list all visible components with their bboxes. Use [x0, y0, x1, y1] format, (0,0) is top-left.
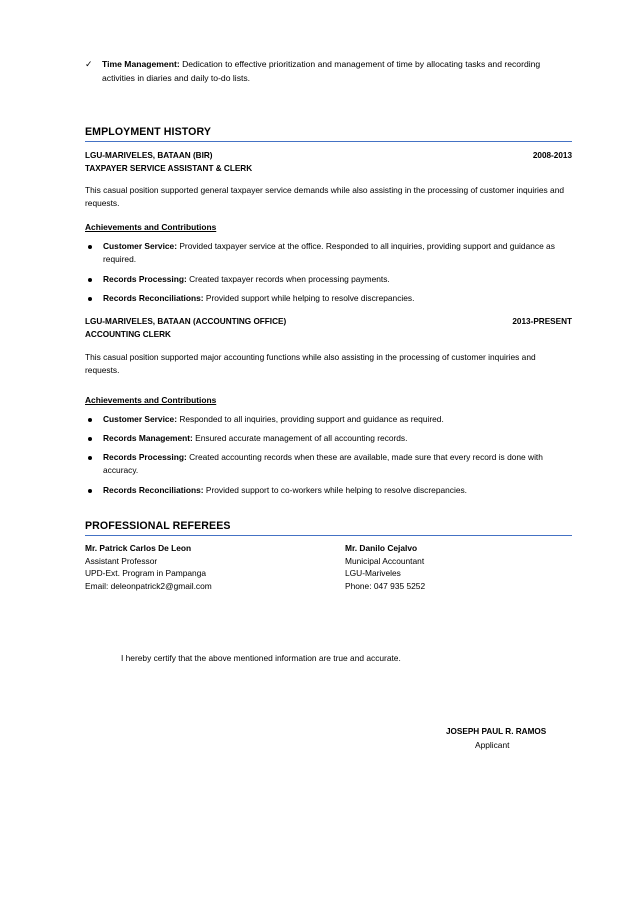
bullet-icon [88, 437, 92, 441]
bullet-label: Customer Service: [103, 414, 178, 424]
achievements-heading: Achievements and Contributions [85, 395, 217, 405]
job-employer: LGU-MARIVELES, BATAAN (ACCOUNTING OFFICE) [85, 317, 287, 326]
item-text: Dedication to effective prioritization and management of time by allocating tasks and recording activities in diaries and daily to-do lists. [102, 59, 541, 83]
checkmark-icon: ✓ [85, 59, 93, 69]
applicant-role: Applicant [475, 740, 510, 750]
bullet-text: Created accounting records when these are available, made sure that every record is done with accuracy. [103, 452, 543, 475]
job-header [85, 316, 572, 341]
bullet-icon [88, 297, 92, 301]
item-label: Time Management: [102, 59, 180, 69]
referee-name: Mr. Danilo Cejalvo [345, 543, 418, 553]
bullet-text: Created taxpayer records when processing payments. [186, 274, 390, 284]
bullet-label: Records Reconciliations: [103, 293, 204, 303]
bullet-text: Ensured accurate management of all accounting records. [192, 433, 408, 443]
bullet-label: Records Processing: [103, 274, 187, 284]
bullet-text: Provided taxpayer service at the office. Responded to all inquiries, providing support and guidance as required. [103, 241, 555, 264]
bullet-label: Customer Service: [103, 241, 178, 251]
list-item [85, 432, 572, 445]
section-divider [85, 535, 572, 536]
bullet-text: Responded to all inquiries, providing support and guidance as required. [177, 414, 444, 424]
section-divider [85, 141, 572, 142]
referees-heading: PROFESSIONAL REFEREES [85, 520, 231, 532]
applicant-name: JOSEPH PAUL R. RAMOS [446, 727, 547, 736]
job-dates: 2013-PRESENT [512, 317, 572, 326]
job-summary: This casual position supported general taxpayer service demands while also assisting in the processing of customer inquiries and requests. [85, 185, 565, 208]
certification-statement: I hereby certify that the above mentioned information are true and accurate. [121, 653, 401, 663]
referee-role: Municipal Accountant [345, 555, 425, 566]
bullet-icon [88, 489, 92, 493]
referee-contact: Phone: 047 935 5252 [345, 580, 426, 591]
list-item [85, 413, 572, 426]
referee-card [345, 542, 425, 592]
referee-name: Mr. Patrick Carlos De Leon [85, 543, 192, 553]
referee-org: UPD-Ext. Program in Pampanga [85, 568, 207, 579]
referee-role: Assistant Professor [85, 555, 158, 566]
referee-card [85, 542, 212, 592]
achievements-heading: Achievements and Contributions [85, 222, 217, 232]
bullet-icon [88, 418, 92, 422]
list-item [85, 240, 572, 266]
job-dates: 2008-2013 [532, 151, 572, 160]
bullet-label: Records Processing: [103, 452, 187, 462]
achievements-list [85, 240, 572, 305]
bullet-label: Records Management: [103, 433, 193, 443]
list-item [85, 484, 572, 497]
job-employer: LGU-MARIVELES, BATAAN (BIR) [85, 151, 213, 160]
bullet-text: Provided support to co-workers while helping to resolve discrepancies. [203, 485, 468, 495]
bullet-icon [88, 278, 92, 282]
job-header [85, 150, 572, 175]
bullet-icon [88, 245, 92, 249]
bullet-text: Provided support while helping to resolve discrepancies. [203, 293, 415, 303]
list-item [85, 451, 572, 477]
achievements-list [85, 413, 572, 497]
bullet-icon [88, 456, 92, 460]
employment-history-heading: EMPLOYMENT HISTORY [85, 126, 211, 138]
job-summary: This casual position supported major accounting functions while also assisting in the processing of customer inquiries and requests. [85, 352, 536, 375]
job-position: TAXPAYER SERVICE ASSISTANT & CLERK [85, 163, 253, 173]
referee-contact: Email: deleonpatrick2@gmail.com [85, 580, 212, 591]
referee-org: LGU-Mariveles [345, 568, 401, 579]
bullet-label: Records Reconciliations: [103, 485, 204, 495]
list-item [85, 273, 572, 286]
list-item [85, 292, 572, 305]
job-position: ACCOUNTING CLERK [85, 329, 171, 339]
time-management-item [85, 57, 555, 85]
